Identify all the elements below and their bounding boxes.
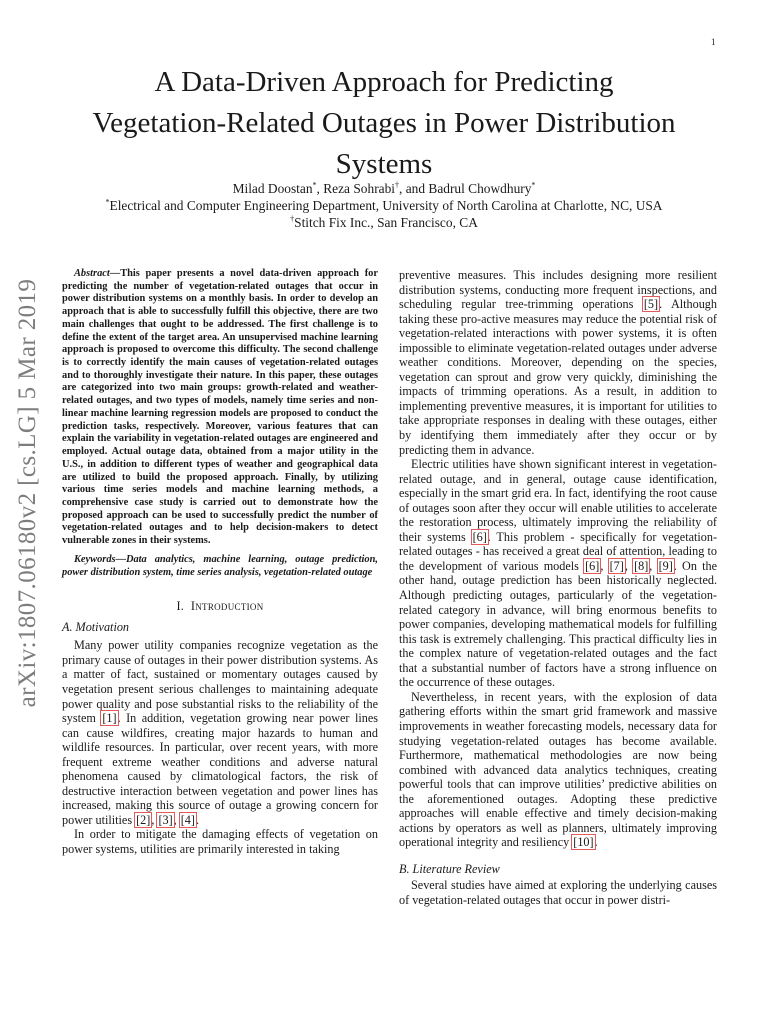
- right-column: [399, 268, 717, 908]
- paragraph: preventive measures. This includes designing more resilient distribution systems, conducting more frequent inspections, and scheduling regular tree-trimming operations [5]. Although taking these pro-active measures may reduce the potential risk of vegetation-related interactions with power systems, it is often impossible to eliminate vegetation-related outages under adverse weather conditions. Moreover, depending on the species, vegetation can sprout and grow very quickly, diminishing the impacts of trimming operations. As a result, in addition to implementing preventive measures, it is important for utilities to take appropriate responses in dealing with these outages, either by identifying them immediately after they occur or by predicting them in advance.: [399, 268, 717, 457]
- author-chowdhury: , and Badrul Chowdhury: [399, 181, 532, 196]
- citation-link[interactable]: [2]: [136, 812, 151, 827]
- arxiv-stamp: [8, 268, 48, 718]
- affil-mark: *: [531, 180, 536, 190]
- abstract: [62, 268, 378, 548]
- paragraph: Electric utilities have shown significant interest in vegetation-related outage, and in general, outage cause identification, especially in the smart grid era. In fact, identifying the root cause of outages soon after they occur will enable utilities to accelerate the restoration process, ultimately improving the reliability of their systems [6]. This problem - specifically for vegetation-related outages - has received a great deal of attention, leading to the development of various models [6], [7], [8], [9]. On the other hand, outage prediction has been historically neglected. Although predicting outages, particularly of the vegetation-related category in advance, will bring enormous benefits to power companies, developing mathematical models for fulfilling this task is extremely challenging. This practical difficulty lies in the complex nature of vegetation-related outages and the fact that a substantial number of factors have a strong influence on the occurrence of these outages.: [399, 457, 718, 690]
- paragraph: Many power utility companies recognize vegetation as the primary cause of outages in their power distribution systems. As a matter of fact, sustained or momentary outages caused by vegetation present serious challenges to maintaining adequate power quality and pose substantial risks to the reliability of the system [1]. In addition, vegetation growing near power lines can cause wildfires, creating major hazards to human and wildlife resources. In particular, over recent years, with more frequent extreme weather conditions and adverse natural phenomena caused by climatological factors, the risk of destructive interaction between vegetation and power lines has increased, making this source of outage a growing concern for power utilities [2], [3], [4].: [62, 638, 378, 827]
- citation-link[interactable]: [7]: [609, 558, 624, 573]
- author-sohrabi: , Reza Sohrabi: [316, 181, 396, 196]
- section-number: I.: [176, 599, 185, 614]
- paragraph: In order to mitigate the damaging effects of vegetation on power systems, utilities are primarily interested in taking: [62, 827, 378, 856]
- affil-mark: †: [290, 214, 295, 224]
- affiliation-1-text: Electrical and Computer Engineering Department, University of North Carolina at Charlotte, NC, USA: [109, 198, 663, 213]
- citation-link[interactable]: [4]: [180, 812, 195, 827]
- keywords: Keywords—Data analytics, machine learning, outage prediction, power distribution system, time series analysis, vegetation-related outage: [62, 553, 378, 578]
- abstract-text: —This paper presents a novel data-driven approach for predicting the number of vegetation-related outages that occur in power distribution systems on a monthly basis. In order to develop an approach that is able to successfully fulfill this objective, there are two main challenges that ought to be addressed. The first challenge is to define the extent of the target area. An unsupervised machine learning approach is proposed to overcome this difficulty. The second challenge is to correctly identify the main causes of vegetation-related outages and to thoroughly investigate their nature. In this paper, these outages are categorized into two main groups: growth-related and weather-related outages, and two types of models, namely time series and non-linear machine learning regression models are proposed to conduct the prediction tasks, respectively. Moreover, various features that can explain the variability in vegetation-related outages are engineered and employed. Actual outage data, obtained from a major utility in the U.S., in addition to different types of weather and geographical data are utilized to build the proposed approach. Finally, by utilizing various time series models and machine learning methods, a comprehensive case study is carried out to demonstrate how the proposed approach can be used to successfully predict the number of vegetation-related outages and to help decision-makers to detect vulnerable zones in their systems.: [62, 268, 378, 547]
- citation-link[interactable]: [1]: [102, 711, 117, 726]
- affil-mark: *: [312, 180, 317, 190]
- citation-link[interactable]: [9]: [658, 558, 673, 573]
- affil-mark: *: [105, 197, 110, 207]
- citation-link[interactable]: [8]: [634, 558, 649, 573]
- section-heading-introduction: [62, 599, 378, 614]
- citation-link[interactable]: [6]: [585, 558, 600, 573]
- author-doostan: Milad Doostan: [232, 181, 313, 196]
- subsection-literature-review: B. Literature Review: [399, 861, 500, 876]
- title-line-1: A Data-Driven Approach for Predicting: [154, 66, 614, 98]
- paper-title: [40, 62, 728, 185]
- subsection-motivation: A. Motivation: [62, 619, 130, 634]
- affiliation-1: [40, 197, 728, 214]
- left-column: [62, 268, 378, 857]
- citation-link[interactable]: [5]: [643, 297, 659, 312]
- title-line-2: Vegetation-Related Outages in Power Distribution: [92, 107, 676, 139]
- page-number: 1: [711, 37, 716, 47]
- author-names: [40, 180, 728, 197]
- citation-link[interactable]: [3]: [158, 812, 173, 827]
- section-title: Introduction: [190, 599, 264, 614]
- paragraph: Nevertheless, in recent years, with the explosion of data gathering efforts within the smart grid framework and massive improvements in weather forecasting models, necessary data for studying vegetation-related outages has become available. Furthermore, mathematical methodologies are now being combined with advanced data analytics techniques, creating powerful tools that can improve utilities’ predictive abilities on the aforementioned outages. Adopting these predictive approaches will enable effective and timely decision-making actions by operators as well as planners, ultimately improving operational integrity and resiliency [10].: [399, 689, 717, 850]
- affiliation-2: [40, 214, 728, 231]
- citation-link[interactable]: [10]: [573, 835, 594, 850]
- author-block: [40, 180, 728, 231]
- abstract-label: Abstract: [74, 268, 110, 279]
- citation-link[interactable]: [6]: [472, 529, 487, 544]
- affil-mark: †: [395, 180, 400, 190]
- affiliation-2-text: Stitch Fix Inc., San Francisco, CA: [294, 215, 478, 230]
- paragraph: Several studies have aimed at exploring the underlying causes of vegetation-related outages that occur in power distri-: [399, 878, 717, 907]
- arxiv-stamp-text: arXiv:1807.06180v2 [cs.LG] 5 Mar 2019: [14, 278, 41, 708]
- title-line-3: Systems: [335, 148, 433, 180]
